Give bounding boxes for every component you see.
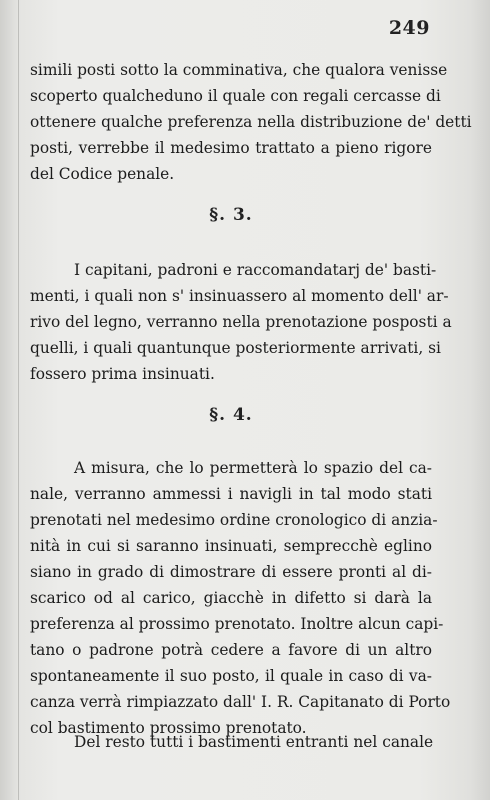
text-line: A misura, che lo permetterà lo spazio del ca-	[74, 459, 432, 477]
text-line: ottenere qualche preferenza nella distribuzione de' detti	[30, 113, 472, 131]
text-line: menti, i quali non s' insinuassero al momento dell' ar-	[30, 287, 449, 305]
section-heading-4: §. 4.	[209, 405, 253, 425]
paragraph-3	[30, 455, 451, 741]
text-line: tano o padrone potrà cedere a favore di un altro	[30, 641, 432, 659]
text-line: scarico od al carico, giacchè in difetto si darà la	[30, 589, 432, 607]
paragraph-1	[30, 57, 472, 187]
text-line: simili posti sotto la comminativa, che qualora venisse	[30, 61, 448, 79]
text-line: rivo del legno, verranno nella prenotazione posposti a	[30, 313, 452, 331]
section-heading-3: §. 3.	[209, 205, 253, 225]
text-line: col bastimento prossimo prenotato.	[30, 719, 307, 737]
text-line: scoperto qualcheduno il quale con regali cercasse di	[30, 87, 441, 105]
text-line: fossero prima insinuati.	[30, 365, 215, 383]
page-fold-shadow	[18, 0, 19, 800]
text-line: spontaneamente il suo posto, il quale in caso di va-	[30, 667, 432, 685]
text-line: siano in grado di dimostrare di essere pronti al di-	[30, 563, 432, 581]
text-line: prenotati nel medesimo ordine cronologico di anzia-	[30, 511, 438, 529]
paragraph-2	[30, 257, 452, 387]
text-line: I capitani, padroni e raccomandatarj de' basti-	[74, 261, 437, 279]
text-line: nale, verranno ammessi i navigli in tal modo stati	[30, 485, 432, 503]
text-line: quelli, i quali quantunque posteriormente arrivati, si	[30, 339, 441, 357]
page-number: 249	[388, 17, 430, 39]
text-line: preferenza al prossimo prenotato. Inoltre alcun capi-	[30, 615, 444, 633]
text-line: posti, verrebbe il medesimo trattato a pieno rigore	[30, 139, 432, 157]
text-line: nità in cui si saranno insinuati, semprecchè eglino	[30, 537, 432, 555]
text-line: canza verrà rimpiazzato dall' I. R. Capitanato di Porto	[30, 693, 451, 711]
text-line: Del resto tutti i bastimenti entranti nel canale	[74, 733, 434, 751]
text-line: del Codice penale.	[30, 165, 175, 183]
paragraph-4	[30, 729, 432, 755]
